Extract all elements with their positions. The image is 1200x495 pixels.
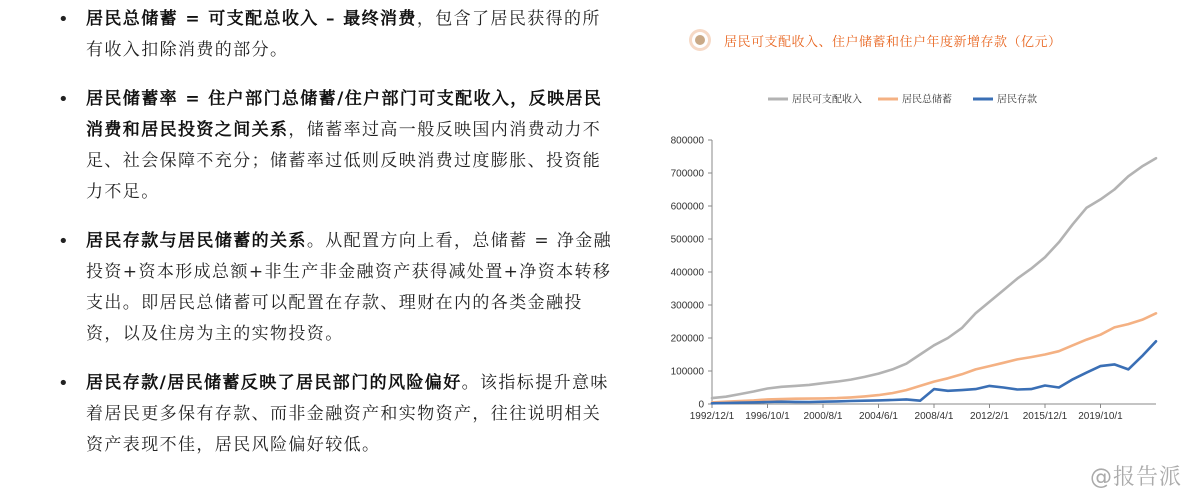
legend-label: 居民可支配收入 (792, 94, 862, 106)
y-tick-label: 200000 (670, 333, 704, 345)
y-tick-label: 100000 (670, 366, 704, 378)
x-tick-label: 2000/8/1 (803, 411, 843, 422)
y-tick-label: 500000 (670, 234, 704, 246)
bullet-body: ，储蓄率过高一般反映国内消费动力不足、社会保障不充分；储蓄率过低则反映消费过度膨胀、投资能力不足。 (86, 120, 602, 202)
bullet-dot: • (58, 231, 71, 252)
series-line-1 (712, 158, 1156, 398)
chart-title-row (688, 26, 1062, 54)
bullet-total-savings (58, 4, 618, 66)
y-tick-label: 300000 (670, 300, 704, 312)
series-line-3 (712, 341, 1156, 403)
y-tick-label: 700000 (670, 168, 704, 180)
bullet-body: 。该指标提升意味着居民更多保有存款、而非金融资产和实物资产，往往说明相关资产表现不佳，居民风险偏好较低。 (86, 373, 609, 455)
x-tick-label: 2004/6/1 (859, 411, 898, 422)
bullet-heading: 居民储蓄率 = 住户部门总储蓄/住户部门可支配收入，反映居民消费和居民投资之间关系 (86, 89, 603, 140)
x-tick-label: 2008/4/1 (914, 411, 954, 422)
legend-label: 居民存款 (997, 94, 1037, 106)
bullet-risk-preference (58, 368, 618, 461)
legend-label: 居民总储蓄 (902, 94, 952, 106)
chart-title: 居民可支配收入、住户储蓄和住户年度新增存款（亿元） (724, 34, 1062, 50)
x-tick-label: 2019/10/1 (1078, 411, 1123, 422)
y-axis (671, 136, 712, 411)
target-circle-icon (688, 28, 712, 52)
bullet-body: ，包含了居民获得的所有收入扣除消费的部分。 (86, 9, 601, 60)
bullet-dot: • (58, 373, 71, 394)
bullet-dot: • (58, 89, 71, 110)
bullet-body: 。从配置方向上看，总储蓄 = 净金融投资+资本形成总额+非生产非金融资产获得减处置+净资本转移支出。即居民总储蓄可以配置在存款、理财在内的各类金融投资，以及住房为主的实物投资。 (86, 231, 613, 344)
x-axis (690, 404, 1156, 422)
chart-legend (768, 93, 1037, 106)
plot-area (712, 158, 1156, 403)
line-chart (650, 80, 1170, 430)
x-tick-label: 2015/12/1 (1022, 411, 1068, 422)
watermark: @报告派 (1090, 465, 1183, 490)
x-tick-label: 1996/10/1 (745, 411, 790, 422)
bullet-deposit-savings-relation (58, 226, 618, 350)
x-tick-label: 1992/12/1 (689, 411, 735, 422)
text-panel (58, 4, 618, 479)
bullet-dot: • (58, 9, 71, 30)
y-tick-label: 600000 (670, 201, 704, 213)
bullet-savings-rate (58, 84, 618, 208)
bullet-heading: 居民存款/居民储蓄反映了居民部门的风险偏好 (86, 373, 462, 393)
bullet-heading: 居民总储蓄 = 可支配总收入 – 最终消费 (86, 9, 417, 29)
bullet-heading: 居民存款与居民储蓄的关系 (86, 231, 307, 251)
y-tick-label: 400000 (670, 267, 704, 279)
y-tick-label: 0 (698, 399, 704, 411)
y-tick-label: 800000 (670, 135, 704, 147)
x-tick-label: 2012/2/1 (970, 411, 1009, 422)
